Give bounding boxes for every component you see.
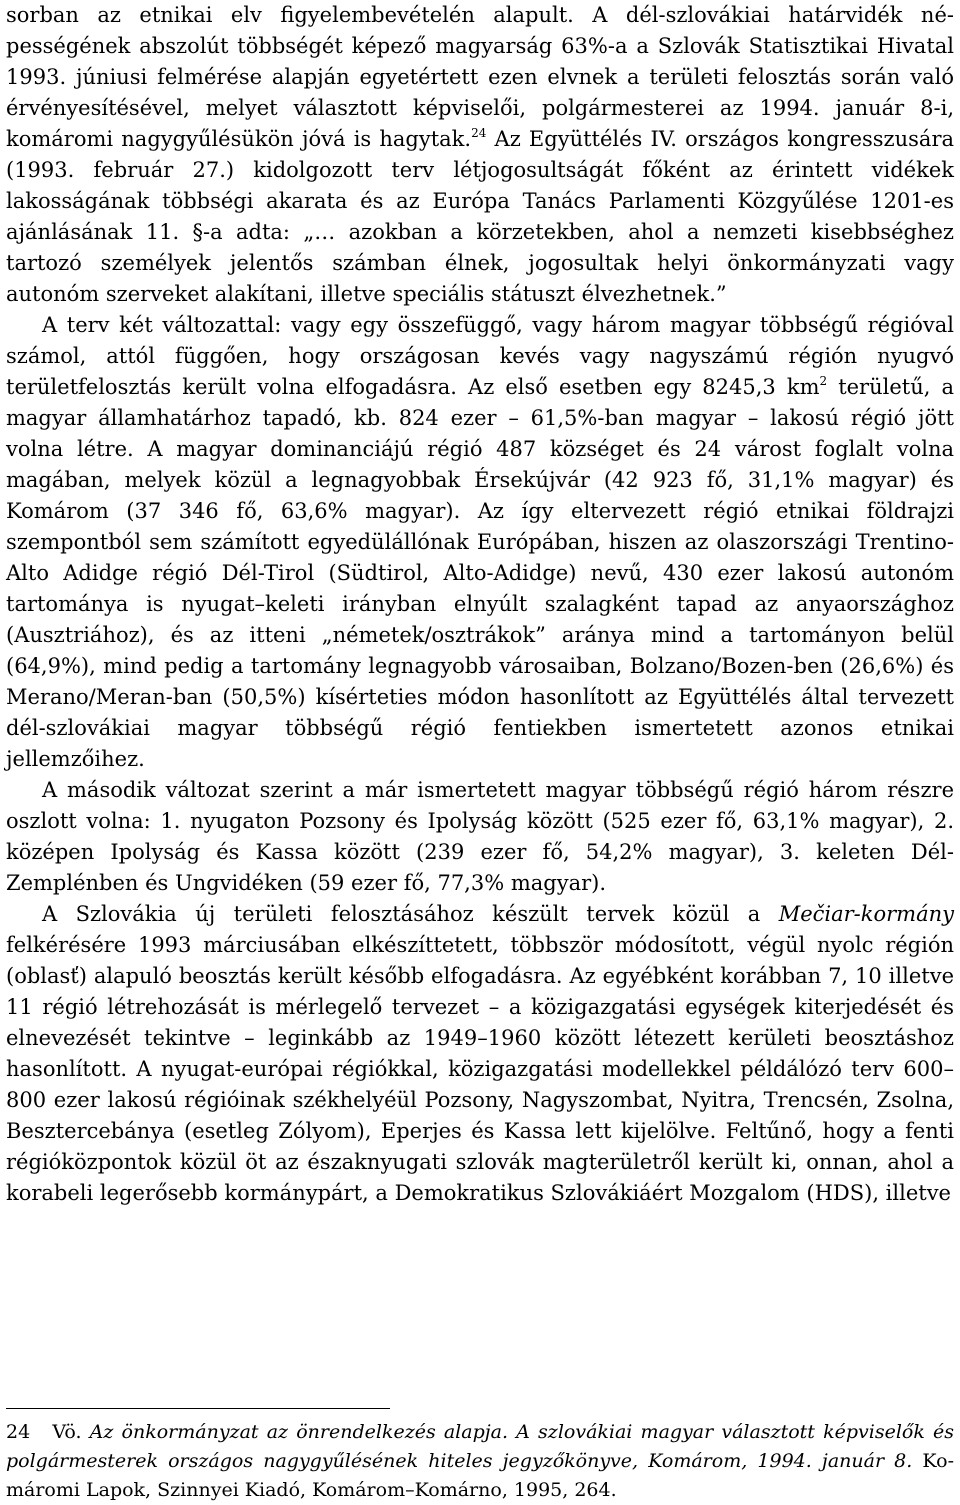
text-run: sorban az etnikai elv figyelembevételén alapult. A dél-szlovákiai határvidék népességének abszolút többségét képező magyarság 63%-a a Szlovák Statisztikai Hivatal 1993. júniusi felmérése alapján egyetértett ezen elvnek a területi felosztás során való érvényesítésével, melyet választott képviselői, polgármesterei az 1994. január 8-i, komáromi nagygyűlésükön jóvá is hagytak. [6,3,954,151]
text-run: A terv két változattal: vagy egy összefüggő, vagy három magyar többségű régióval számol, attól függően, hogy országosan kevés vagy nagyszámú régión nyugvó területfelosztás került volna elfogadásra. Az első esetben egy 8245,3 km [6,313,954,399]
footnote-divider [6,1408,390,1409]
footnote-reference: 2 [819,374,828,388]
footnote [6,1418,954,1505]
text-run: területű, a magyar államhatárhoz tapadó, kb. 824 ezer – 61,5%-ban magyar – lakosú régió jött volna létre. A magyar dominanciájú régió 487 községet és 24 várost foglalt volna magában, melyek közül a legnagyobbak Érsekújvár (42 923 fő, 31,1% magyar) és Komárom (37 346 fő, 63,6% magyar). Az így eltervezett régió etnikai földrajzi szempontból sem számított egyedülállónak Európában, hiszen az olaszországi Trentino-Alto Adidge régió Dél-Tirol (Südtirol, Alto-Adidge) nevű, 430 ezer lakosú autonóm tartománya is nyugat–keleti irányban elnyúlt szalagként tapad az anyaországhoz (Ausztriához), és az itteni „németek/osztrákok” aránya mind a tartományon belül (64,9%), mind pedig a tartomány legnagyobb városaiban, Bolzano/Bozen-ben (26,6%) és Merano/Meran-ban (50,5%) kísérteties módon hasonlított az Együttélés által tervezett dél-szlovákiai magyar többségű régió fentiekben ismertetett azonos etnikai jellemzőihez. [6,375,954,771]
footnote-text [6,1418,954,1505]
text-run: A Szlovákia új területi felosztásához készült tervek közül a [42,902,779,926]
paragraph [6,310,954,775]
italic-text: Az önkormányzat az önrendelkezés alapja. A szlovákiai magyar választott képviselők és polgármesterek országos nagygyűlésének hiteles jegyzőkönyve, Komárom, 1994. január 8. [6,1421,955,1472]
text-run: felkérésére 1993 márciusában elkészíttetett, többször módosított, végül nyolc régión (oblasť) alapuló beosztás került később elfogadásra. Az egyébként korábban 7, 10 illetve 11 régió létrehozását is mérlegelő tervezet – a közigazgatási egységek kiterjedését és elnevezését tekintve – leginkább az 1949–1960 között létezett kerületi beosztáshoz hasonlított. A nyugat-európai régiókkal, közigazgatási modellekkel példálózó terv 600–800 ezer lakosú régióinak székhelyéül Pozsony, Nagyszombat, Nyitra, Trencsén, Zsolna, Besztercebánya (esetleg Zólyom), Eperjes és Kassa lett kijelölve. Feltűnő, hogy a fenti régióközpontok közül öt az északnyugati szlovák magterületről került ki, onnan, ahol a korabeli legerősebb kormánypárt, a Demokratikus Szlovákiáért Mozgalom (HDS), illetve [6,933,954,1205]
paragraph [6,0,954,310]
paragraph [6,899,954,1209]
text-run: Komáromi Lapok, Szinnyei Kiadó, Komárom–Komárno, 1995, 264. [6,1450,954,1501]
italic-text: Mečiar-kormány [778,902,954,926]
body-text [6,0,954,1209]
footnote-number: 24 [6,1421,31,1443]
paragraph [6,775,954,899]
text-run: Vö. [52,1421,90,1443]
footnote-reference: 24 [471,126,487,140]
text-run: Az Együttélés IV. országos kongresszusára (1993. február 27.) kidolgozott terv létjogosultságát főként az érintett vidékek lakosságának többségi akarata és az Európa Tanács Parlamenti Közgyűlése 1201-es ajánlásának 11. §-a adta: „… azokban a körzetekben, ahol a nemzeti kisebbséghez tartozó személyek jelentős számban élnek, jogosultak helyi önkormányzati vagy autonóm szerveket alakítani, illetve speciális státuszt élvezhetnek.” [6,127,955,306]
text-run: A második változat szerint a már ismertetett magyar többségű régió három részre oszlott volna: 1. nyugaton Pozsony és Ipolyság között (525 ezer fő, 63,1% magyar), 2. középen Ipolyság és Kassa között (239 ezer fő, 54,2% magyar), 3. keleten Dél-Zemplénben és Ungvidéken (59 ezer fő, 77,3% magyar). [6,778,954,895]
